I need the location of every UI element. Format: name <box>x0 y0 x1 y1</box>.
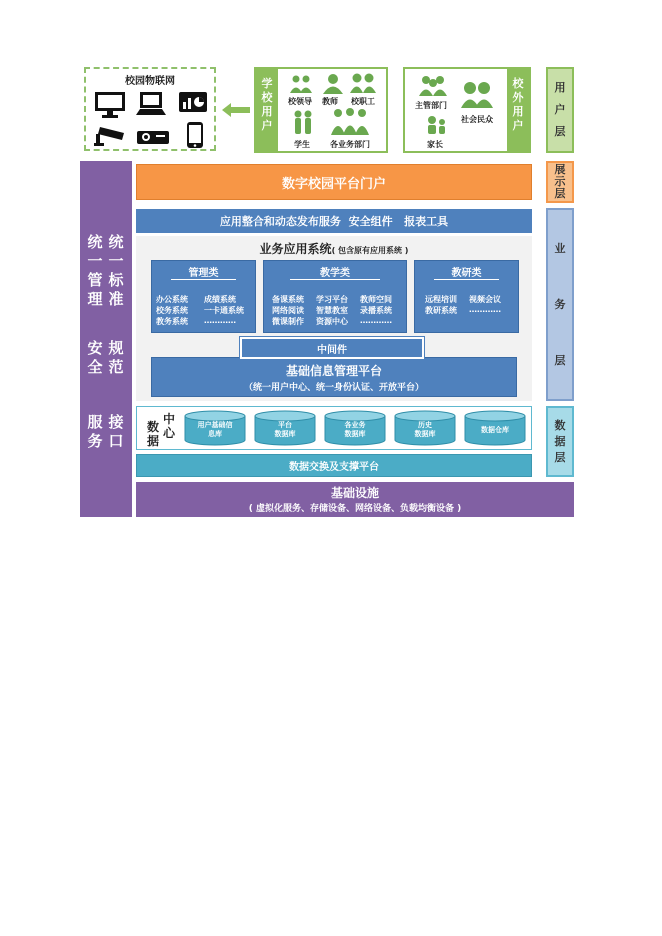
staff-icon <box>350 72 376 94</box>
student-icon <box>292 109 314 135</box>
dashboard-screen-icon <box>178 91 208 115</box>
data-exchange-bar: 数据交换及支撑平台 <box>136 454 532 477</box>
role-public: 社会民众 <box>461 115 493 124</box>
database-label: 用户基础信 息库 <box>197 421 233 438</box>
role-student: 学生 <box>294 140 310 149</box>
security-camera-icon <box>94 124 128 148</box>
left-arrow-icon <box>222 103 250 117</box>
left-standards-column <box>80 161 132 517</box>
campus-iot-box <box>84 67 216 151</box>
layer-display-label: 展 示 层 <box>546 161 574 203</box>
service-text: 服 务 <box>87 413 103 450</box>
role-authority: 主管部门 <box>415 101 447 110</box>
role-departments: 各业务部门 <box>330 140 370 149</box>
school-leader-icon <box>290 74 312 94</box>
database-cylinder <box>394 410 456 446</box>
laptop-icon <box>136 91 166 117</box>
base-info-title: 基础信息管理平台 <box>285 364 382 378</box>
database-cylinder <box>464 410 526 446</box>
category-research: 教研类 远程培训 视频会议 教研系统 ………… <box>414 260 519 333</box>
role-parent: 家长 <box>427 140 443 149</box>
role-school-leader: 校领导 <box>288 97 312 106</box>
portal-bar: 数字校园平台门户 <box>136 164 532 200</box>
database-label: 数据仓库 <box>481 426 509 434</box>
security-text: 安 全 <box>87 339 103 376</box>
data-center-label: 数 据 中 心 <box>146 412 175 448</box>
database-label: 各业务 数据库 <box>344 421 366 438</box>
monitor-icon <box>94 91 126 119</box>
layer-business-label: 业 务 层 <box>546 208 574 401</box>
interface-text: 接 口 <box>108 413 124 450</box>
external-users-tag: 校 外 用 户 <box>507 69 529 151</box>
database-cylinder <box>184 410 246 446</box>
role-staff: 校职工 <box>351 97 375 106</box>
school-users-tag: 学 校 用 户 <box>256 69 278 151</box>
iot-title: 校园物联网 <box>125 76 175 87</box>
database-label: 平台 数据库 <box>274 421 296 438</box>
authority-icon <box>419 75 447 97</box>
app-integration-bar: 应用整合和动态发布服务 安全组件 报表工具 <box>136 209 532 233</box>
business-title: 业务应用系统( 包含原有应用系统 ) <box>259 242 409 256</box>
unified-standard-text: 统 一 标 准 <box>108 233 124 308</box>
norms-text: 规 范 <box>108 339 124 376</box>
database-cylinder <box>254 410 316 446</box>
database-label: 历史 数据库 <box>414 421 436 438</box>
mobile-phone-icon <box>186 121 204 149</box>
category-management: 管理类 办公系统 成绩系统 校务系统 一卡通系统 教务系统 ………… <box>151 260 256 333</box>
teacher-icon <box>322 73 344 95</box>
layer-data-label: 数 据 层 <box>546 406 574 477</box>
school-users-box <box>254 67 388 153</box>
unified-management-text: 统 一 管 理 <box>87 233 103 308</box>
parent-icon <box>425 115 449 135</box>
infrastructure-title: 基础设施 <box>330 486 379 500</box>
database-cylinder <box>324 410 386 446</box>
category-teaching: 教学类 备课系统 学习平台 教师空间 网络阅读 智慧教室 录播系统 微课制作 资源中心 ………… <box>263 260 407 333</box>
middleware-bar: 中间件 <box>240 337 424 359</box>
external-users-box <box>403 67 531 153</box>
infrastructure-subtitle: ( 虚拟化服务、存储设备、网络设备、负载均衡设备 ) <box>248 504 462 514</box>
projector-icon <box>136 127 170 147</box>
departments-icon <box>330 107 370 137</box>
base-info-subtitle: （统一用户中心、统一身份认证、开放平台） <box>243 383 424 393</box>
public-icon <box>461 81 493 109</box>
layer-user-label: 用 户 层 <box>546 67 574 153</box>
role-teacher: 教师 <box>322 97 338 106</box>
